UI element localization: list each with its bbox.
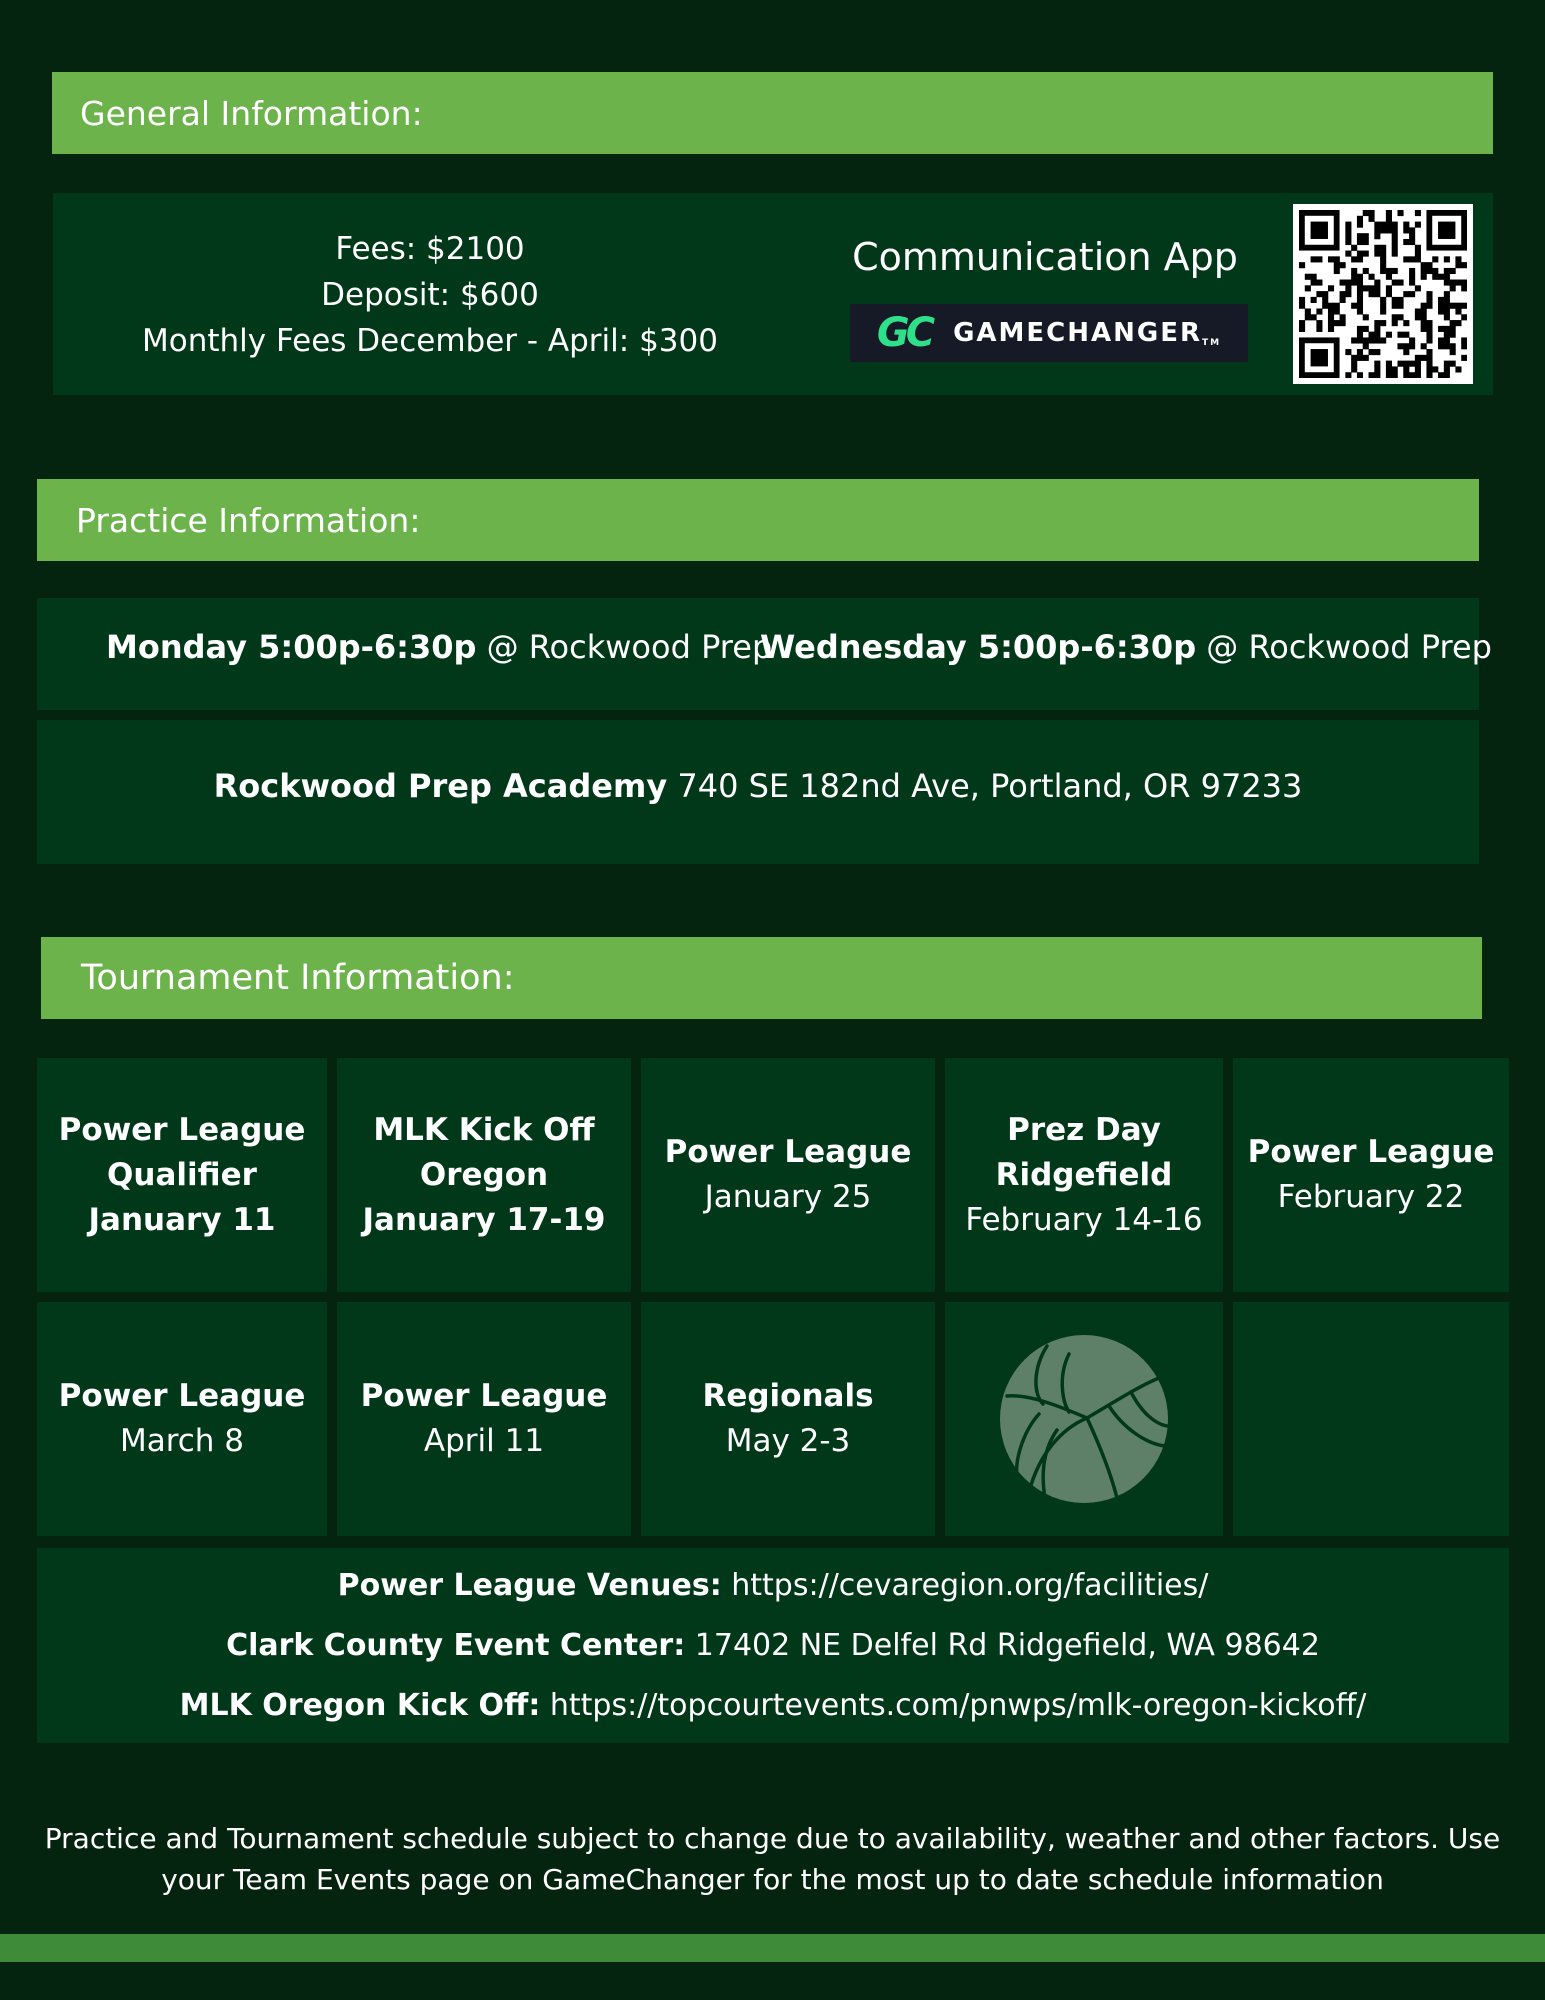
tournament-date: March 8 [119,1423,245,1459]
practice-information-title: Practice Information: [76,500,421,540]
practice-session-day-time: Monday 5:00p-6:30p [106,628,477,666]
tournament-name-line: Regionals [702,1378,874,1414]
practice-session-location: @ Rockwood Prep [486,628,773,666]
monthly-fees-text: Monthly Fees December - April: $300 [142,323,718,359]
deposit-text: Deposit: $600 [321,277,539,313]
venue-address: 17402 NE Delfel Rd Ridgefield, WA 98642 [694,1627,1320,1663]
qr-code-icon[interactable] [1293,204,1473,384]
tournament-cell-power-league-feb-22 [1233,1058,1509,1292]
tournament-information-title: Tournament Information: [81,958,515,998]
tournament-cell-mlk-kick-off-oregon [337,1058,631,1292]
venue-clark-county [226,1616,1320,1676]
practice-venue-panel [37,720,1479,864]
tournament-cell-power-league-mar-8 [37,1302,327,1536]
tournament-information-header [41,937,1482,1019]
tournament-date: May 2-3 [725,1423,851,1459]
venue-power-league [338,1556,1209,1616]
schedule-disclaimer-line: your Team Events page on GameChanger for the most up to date schedule information [161,1863,1384,1896]
general-information-title: General Information: [80,93,423,133]
tournament-cell-empty [1233,1302,1509,1536]
gamechanger-logo-mark: GC [876,310,932,356]
practice-venue-address: 740 SE 182nd Ave, Portland, OR 97233 [677,767,1303,805]
tournament-cell-power-league-apr-11 [337,1302,631,1536]
venue-label: Clark County Event Center: [226,1627,686,1663]
tournament-cell-regionals [641,1302,935,1536]
gamechanger-logo-tm: TM [1202,338,1222,348]
venue-label: MLK Oregon Kick Off: [179,1687,541,1723]
practice-information-header [37,479,1479,561]
gamechanger-logo[interactable] [850,304,1248,362]
practice-venue-name: Rockwood Prep Academy [213,767,668,805]
tournament-date: February 22 [1277,1179,1465,1215]
tournament-name-line: Ridgefield [995,1156,1173,1193]
tournament-cell-power-league-jan-25 [641,1058,935,1292]
general-information-header [52,72,1493,154]
tournament-cell-power-league-qualifier [37,1058,327,1292]
tournament-name-line: Power League [1247,1134,1495,1170]
tournament-date: February 14-16 [965,1201,1203,1238]
venue-label: Power League Venues: [337,1567,722,1603]
gamechanger-logo-text: GAMECHANGER [953,318,1203,348]
tournament-name-line: MLK Kick Off [373,1111,595,1148]
tournament-name-line: Power League [664,1134,912,1170]
tournament-date: April 11 [423,1423,545,1459]
fees-text: Fees: $2100 [335,231,525,267]
gamechanger-logo-word [953,318,1221,348]
venue-mlk-oregon [180,1676,1367,1736]
practice-session-monday [106,628,772,674]
tournament-name-line: Power League [58,1378,306,1414]
tournament-date: January 25 [704,1179,872,1215]
tournament-name-line: Oregon [419,1156,549,1193]
tournament-name-line: Qualifier [107,1156,257,1193]
practice-venue [214,767,1303,805]
fees-block [60,220,800,370]
tournament-cell-prez-day-ridgefield [945,1058,1223,1292]
qr-code-graphic [1299,210,1467,378]
tournament-date: January 11 [88,1201,276,1238]
tournament-name-line: Power League [58,1111,306,1148]
tournament-cell-volleyball [945,1302,1223,1536]
schedule-disclaimer [20,1818,1525,1908]
tournament-name-line: Prez Day [1007,1111,1161,1148]
communication-app-title: Communication App [852,235,1238,279]
venue-link[interactable]: https://cevaregion.org/facilities/ [731,1567,1209,1603]
tournament-name-line: Power League [360,1378,608,1414]
bottom-stripe [0,1934,1545,1962]
tournament-venues-panel [37,1548,1509,1743]
schedule-disclaimer-line: Practice and Tournament schedule subject to change due to availability, weather and other factors. Use [44,1822,1501,1855]
volleyball-icon [999,1334,1169,1504]
practice-session-day-time: Wednesday 5:00p-6:30p [760,628,1197,666]
practice-session-location: @ Rockwood Prep [1206,628,1492,666]
venue-link[interactable]: https://topcourtevents.com/pnwps/mlk-oregon-kickoff/ [549,1687,1367,1723]
practice-session-wednesday [760,628,1492,674]
tournament-date: January 17-19 [362,1201,606,1238]
